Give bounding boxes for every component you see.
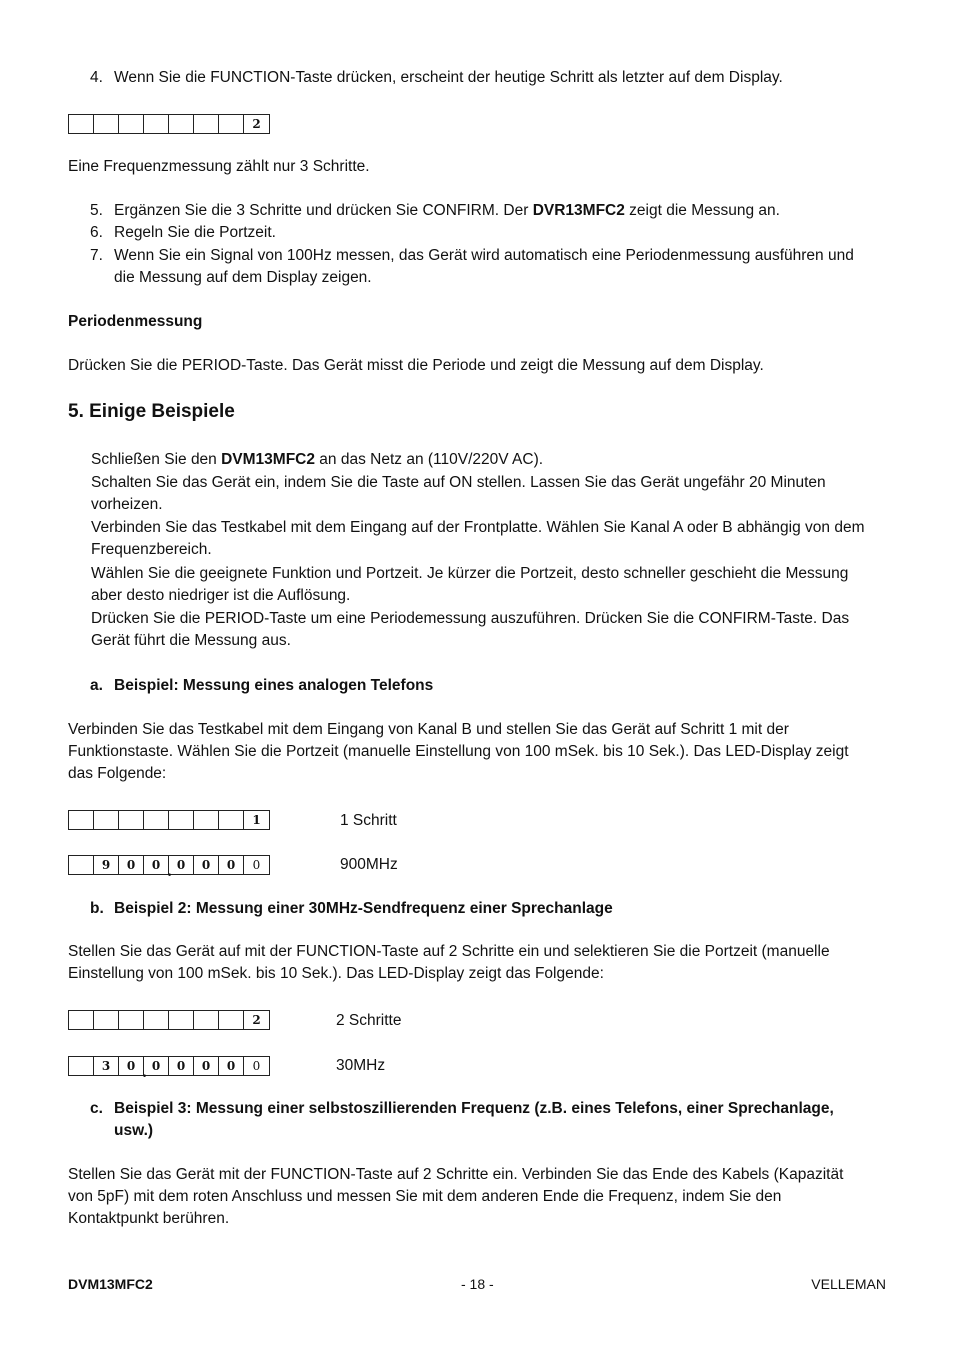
- lcd-cell: [119, 1011, 144, 1029]
- display-caption: 2 Schritte: [336, 1012, 402, 1029]
- lcd-cell: [219, 1011, 244, 1029]
- lcd-cell: [219, 811, 244, 829]
- intro-line: Verbinden Sie das Testkabel mit dem Eingang auf der Frontplatte. Wählen Sie Kanal A oder B abhängig von dem: [91, 519, 865, 536]
- lcd-cell: [94, 811, 119, 829]
- lcd-cell: [69, 1011, 94, 1029]
- example-heading: Beispiel 3: Messung einer selbstoszillierenden Frequenz (z.B. eines Telefons, einer Sprechanlage,: [114, 1100, 834, 1117]
- model-name: DVR13MFC2: [532, 202, 625, 219]
- example-number: b.: [90, 900, 104, 917]
- example-heading: usw.): [114, 1122, 154, 1139]
- paragraph-line: Einstellung von 100 mSek. bis 10 Sek.). Das LED-Display zeigt das Folgende:: [68, 965, 604, 982]
- lcd-cell: [69, 856, 94, 874]
- paragraph-line: Funktionstaste. Wählen Sie die Portzeit (manuelle Einstellung von 100 mSek. bis 10 Sek.). Das LED-Display zeigt: [68, 743, 849, 760]
- lcd-display-step: [68, 810, 270, 830]
- list-item-4: [90, 67, 103, 89]
- text: an das Netz an (110V/220V AC).: [315, 451, 544, 468]
- lcd-cell: [69, 115, 94, 133]
- paragraph-line: Kontaktpunkt berühren.: [68, 1210, 230, 1227]
- list-item-7-line: die Messung auf dem Display zeigen.: [114, 269, 372, 286]
- list-number: 6.: [90, 224, 103, 241]
- list-number: 7.: [90, 247, 103, 264]
- lcd-cell: 1: [252, 813, 261, 827]
- display-caption: 30MHz: [336, 1057, 386, 1074]
- lcd-cell: 0: [252, 858, 261, 872]
- list-item-4-text: Wenn Sie die FUNCTION-Taste drücken, erscheint der heutige Schritt als letzter auf dem Display.: [114, 69, 783, 86]
- example-number: a.: [90, 677, 103, 694]
- lcd-display-frequency: [68, 1056, 270, 1081]
- intro-line: Frequenzbereich.: [91, 541, 212, 558]
- lcd-cell: 2: [252, 117, 261, 131]
- paragraph-line: das Folgende:: [68, 765, 167, 782]
- example-number: c.: [90, 1100, 103, 1117]
- paragraph-line: Stellen Sie das Gerät auf mit der FUNCTION-Taste auf 2 Schritte ein und selektieren Sie die Portzeit (manuelle: [68, 943, 830, 960]
- paragraph-line: Verbinden Sie das Testkabel mit dem Eingang von Kanal B und stellen Sie das Gerät auf Schritt 1 mit der: [68, 721, 789, 738]
- decimal-point: .: [167, 864, 172, 880]
- section-heading: 5. Einige Beispiele: [68, 401, 235, 422]
- list-item-5-text: [114, 200, 780, 222]
- list-item-6-text: Regeln Sie die Portzeit.: [114, 224, 276, 241]
- footer-model: DVM13MFC2: [68, 1276, 153, 1292]
- lcd-cell: 9: [94, 856, 119, 874]
- lcd-cell: 0: [194, 1057, 219, 1075]
- lcd-cell: 2: [252, 1013, 261, 1027]
- example-heading: Beispiel: Messung eines analogen Telefons: [114, 677, 434, 694]
- lcd-cell: 0: [169, 856, 194, 874]
- lcd-cell: [194, 115, 219, 133]
- lcd-cell: [94, 115, 119, 133]
- display-caption: 900MHz: [340, 856, 398, 873]
- lcd-cell: 0: [144, 1057, 169, 1075]
- footer-page-number: - 18 -: [461, 1276, 494, 1292]
- intro-line: aber desto niedriger ist die Auflösung.: [91, 587, 351, 604]
- intro-line: Wählen Sie die geeignete Funktion und Portzeit. Je kürzer die Portzeit, desto schneller geschieht die Messung: [91, 565, 849, 582]
- lcd-display-step: [68, 1010, 270, 1030]
- lcd-cell: [144, 811, 169, 829]
- paragraph-freq-count: Eine Frequenzmessung zählt nur 3 Schritte.: [68, 158, 370, 175]
- decimal-point: .: [142, 1065, 147, 1081]
- text: zeigt die Messung an.: [624, 202, 780, 219]
- example-heading: Beispiel 2: Messung einer 30MHz-Sendfrequenz einer Sprechanlage: [114, 900, 613, 917]
- lcd-cell: 0: [219, 856, 244, 874]
- lcd-cell: [219, 115, 244, 133]
- footer-brand: VELLEMAN: [811, 1276, 886, 1292]
- lcd-cell: [69, 1057, 94, 1075]
- subheading-period: Periodenmessung: [68, 313, 203, 330]
- lcd-cell-with-dot: [144, 856, 172, 880]
- list-number: 4.: [90, 69, 103, 86]
- lcd-display-frequency: [68, 855, 270, 880]
- lcd-digit: 0: [151, 858, 161, 872]
- lcd-cell: [169, 115, 194, 133]
- paragraph-period: Drücken Sie die PERIOD-Taste. Das Gerät misst die Periode und zeigt die Messung auf dem Display.: [68, 357, 764, 374]
- lcd-cell: [69, 811, 94, 829]
- lcd-cell: [144, 115, 169, 133]
- intro-line: Drücken Sie die PERIOD-Taste um eine Periodemessung auszuführen. Drücken Sie die CONFIRM-Taste. Das: [91, 610, 850, 627]
- intro-line: Schalten Sie das Gerät ein, indem Sie die Taste auf ON stellen. Lassen Sie das Gerät ungefähr 20 Minuten: [91, 474, 826, 491]
- model-name: DVM13MFC2: [221, 451, 315, 468]
- list-item-7-line: Wenn Sie ein Signal von 100Hz messen, das Gerät wird automatisch eine Periodenmessung ausführen und: [114, 247, 854, 264]
- lcd-cell: [169, 1011, 194, 1029]
- lcd-cell: [194, 1011, 219, 1029]
- lcd-cell: 3: [94, 1057, 119, 1075]
- lcd-display-step: [68, 114, 270, 134]
- lcd-cell: 0: [194, 856, 219, 874]
- lcd-cell: 0: [119, 856, 144, 874]
- lcd-cell-with-dot: [119, 1057, 147, 1081]
- lcd-cell: [94, 1011, 119, 1029]
- paragraph-line: von 5pF) mit dem roten Anschluss und messen Sie mit dem anderen Ende die Frequenz, indem Sie den: [68, 1188, 782, 1205]
- intro-line: Gerät führt die Messung aus.: [91, 632, 291, 649]
- text: Schließen Sie den: [91, 451, 222, 468]
- lcd-cell: [119, 115, 144, 133]
- lcd-digit: 0: [126, 1059, 136, 1073]
- lcd-cell: 0: [252, 1059, 261, 1073]
- lcd-cell: 0: [169, 1057, 194, 1075]
- display-caption: 1 Schritt: [340, 812, 397, 829]
- lcd-cell: [169, 811, 194, 829]
- intro-line: [91, 449, 543, 471]
- lcd-cell: 0: [219, 1057, 244, 1075]
- paragraph-line: Stellen Sie das Gerät mit der FUNCTION-Taste auf 2 Schritte ein. Verbinden Sie das Ende des Kabels (Kapazität: [68, 1166, 844, 1183]
- lcd-cell: [119, 811, 144, 829]
- list-number: 5.: [90, 202, 103, 219]
- intro-line: vorheizen.: [91, 496, 163, 513]
- lcd-cell: [144, 1011, 169, 1029]
- lcd-cell: [194, 811, 219, 829]
- text: Ergänzen Sie die 3 Schritte und drücken Sie CONFIRM. Der: [114, 202, 533, 219]
